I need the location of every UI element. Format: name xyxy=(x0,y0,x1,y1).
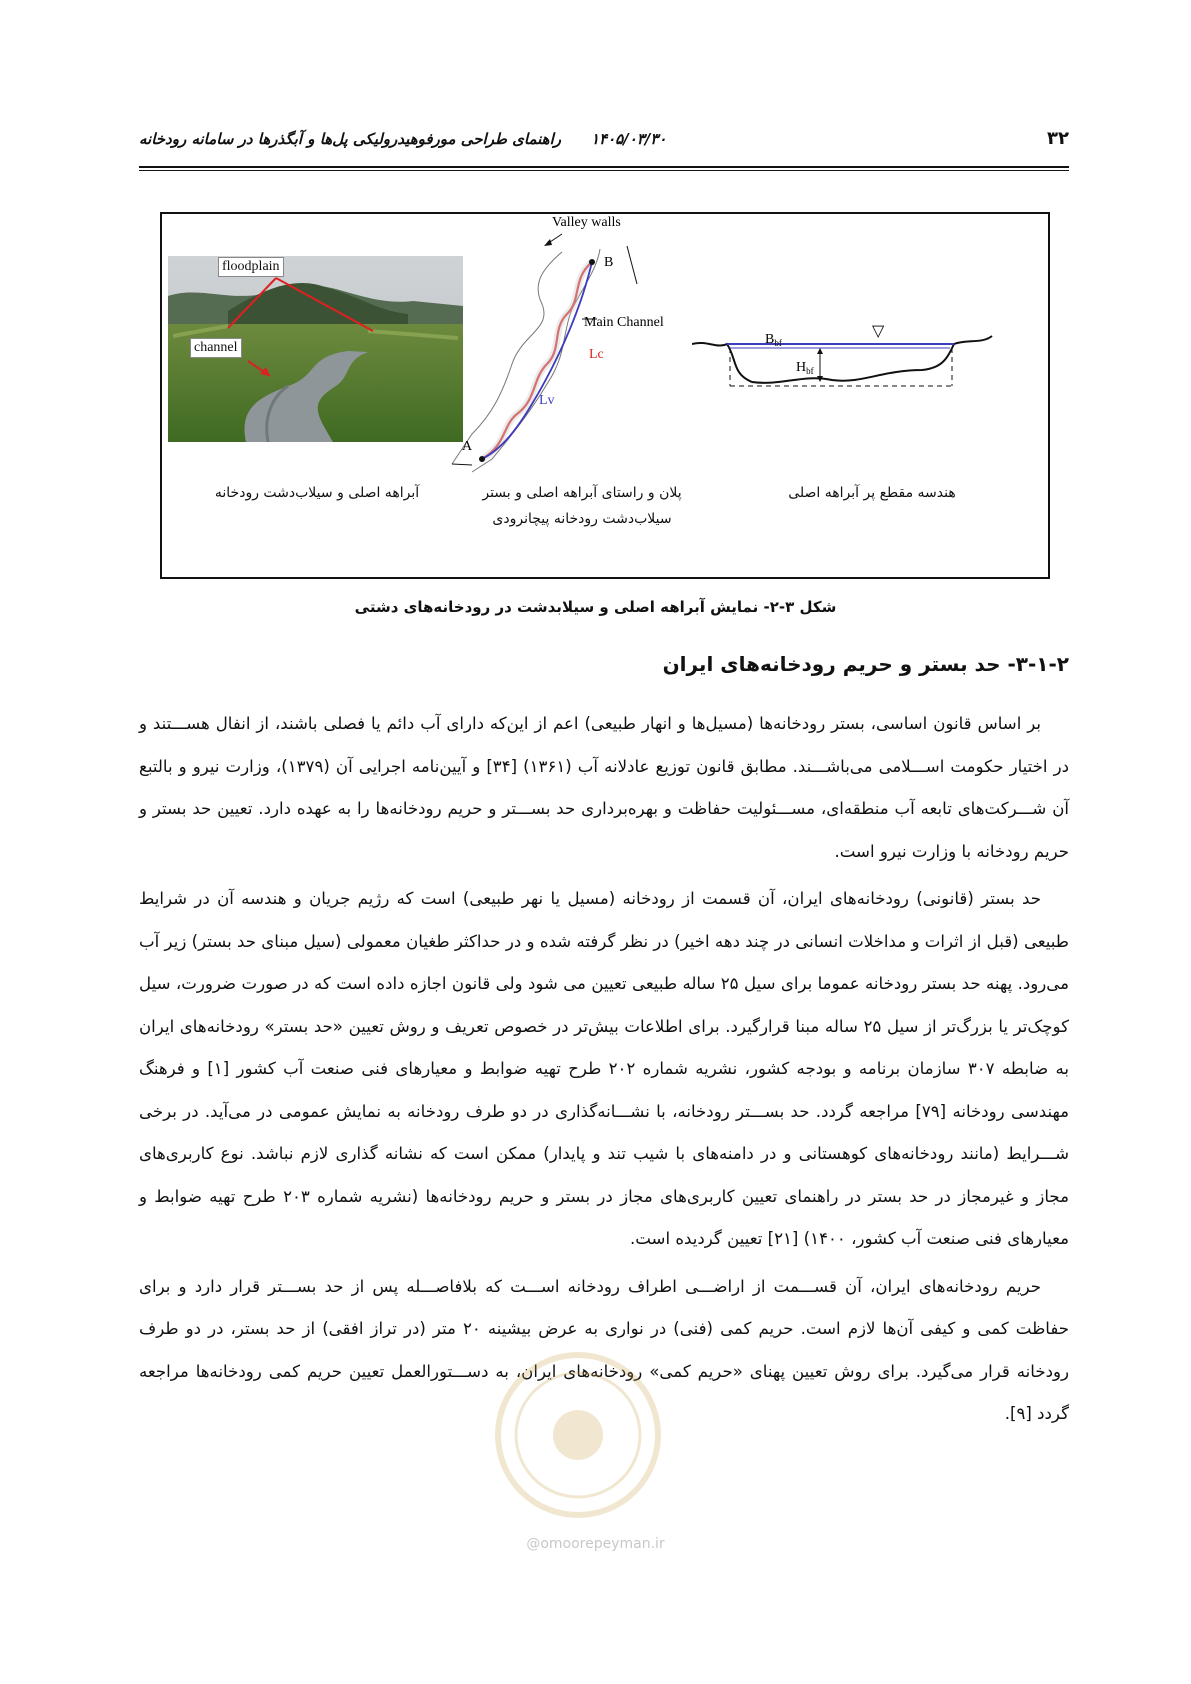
cross-section-diagram xyxy=(692,314,1042,404)
caption-photo: آبراهه اصلی و سیلاب‌دشت رودخانه xyxy=(214,485,420,501)
paragraph-1: بر اساس قانون اساسی، بستر رودخانه‌ها (مسیل‌ها و انهار طبیعی) اعم از این‌که دارای آب دائم یا فصلی باشند، از انفال هســـتند و در اختیار حکومت اســـلامی می‌باشـــند. مطابق قانون توزیع عادلانه آب (۱۳۶۱) [۳۴] و آیین‌نامه اجرایی آن (۱۳۷۹)، وزارت نیرو و بالتبع آن شـــرکت‌های تابعه آب منطقه‌ای، مســـئولیت حفاظت و بهره‌برداری حد بســـتر و حریم رودخانه‌ها را به عهده دارد. تعیین حد بستر و حریم رودخانه با وزارت نیرو است. xyxy=(139,714,1069,861)
header-date: ۱۴۰۵/۰۳/۳۰ xyxy=(591,130,667,148)
paragraph-3: حریم رودخانه‌های ایران، آن قســـمت از اراضـــی اطراف رودخانه اســـت که بلافاصـــله پس از حد بســـتر قرار دارد و برای حفاظت کمی و کیفی آن‌ها لازم است. حریم کمی (فنی) در نواری به عرض بیشینه ۲۰ متر (در تراز افقی) از حد بستر، در دو طرف رودخانه قرار می‌گیرد. برای روش تعیین پهنای «حریم کمی» رودخانه‌های ایران، به دســـتورالعمل تعیین حریم کمی رودخانه‌ها مراجعه گردد [۹]. xyxy=(139,1276,1069,1423)
lv-text: Lv xyxy=(539,393,555,408)
floodplain-label: floodplain xyxy=(218,257,284,277)
bbf-text: $B_{bf}$ xyxy=(765,332,782,348)
header-title: راهنمای طراحی مورفوهیدرولیکی پل‌ها و آبگذرها در سامانه رودخانه xyxy=(139,130,561,148)
caption-plan xyxy=(462,480,702,532)
watermark-seal xyxy=(488,1345,668,1525)
body-text xyxy=(139,703,1069,1441)
meander-plan-diagram xyxy=(432,214,692,484)
main-channel-text: Main Channel xyxy=(584,315,664,330)
section-title: ۳-۱-۲- حد بستر و حریم رودخانه‌های ایران xyxy=(662,652,1069,676)
caption-section: هندسه مقطع پر آبراهه اصلی xyxy=(788,485,956,501)
point-a: A xyxy=(462,439,473,454)
page-header xyxy=(139,128,1069,162)
hbf-text: $H_{bf}$ xyxy=(796,360,814,376)
channel-label: channel xyxy=(190,338,242,358)
caption-plan-line2: سیلاب‌دشت رودخانه پیچانرودی xyxy=(492,511,672,527)
header-rule xyxy=(139,166,1069,168)
figure-caption: شکل ۳-۲- نمایش آبراهه اصلی و سیلابدشت در رودخانه‌های دشتی xyxy=(354,598,837,616)
point-b: B xyxy=(604,255,614,270)
floodplain-photo xyxy=(168,256,463,442)
water-level-symbol: ▽ xyxy=(872,321,885,340)
header-rule-thin xyxy=(139,170,1069,171)
figure-box xyxy=(160,212,1050,579)
lc-text: Lc xyxy=(589,347,604,362)
running-title xyxy=(139,130,666,148)
caption-plan-line1: پلان و راستای آبراهه اصلی و بستر xyxy=(482,485,682,501)
page-number: ۳۲ xyxy=(1047,128,1069,149)
watermark-text: @omoorepeyman.ir xyxy=(526,1536,665,1552)
valley-walls-text: Valley walls xyxy=(552,215,621,230)
paragraph-2: حد بستر (قانونی) رودخانه‌های ایران، آن قسمت از رودخانه (مسیل یا نهر طبیعی) است که رژیم جریان و هندسه آن در شرایط طبیعی (قبل از اثرات و مداخلات انسانی در چند دهه اخیر) در نظر گرفته شده و در حداکثر طغیان معمولی (سیل مبنای حد بستر) زیر آب می‌رود. پهنه حد بستر رودخانه عموما برای سیل ۲۵ ساله طبیعی تعیین می شود ولی قانون اجازه داده است که در صورت ضرورت، سیل کوچک‌تر یا بزرگ‌تر از سیل ۲۵ ساله مبنا قرارگیرد. برای اطلاعات بیش‌تر در خصوص تعریف و روش تعیین «حد بستر» رودخانه‌های ایران به ضابطه ۳۰۷ سازمان برنامه و بودجه کشور، نشریه شماره ۲۰۲ طرح تهیه ضوابط و معیارهای فنی صنعت آب کشور [۱] و فرهنگ مهندسی رودخانه [۷۹] مراجعه گردد. حد بســـتر رودخانه، با نشـــانه‌گذاری در دو طرف رودخانه به نمایش عمومی در می‌آید. در برخی شـــرایط (مانند رودخانه‌های کوهستانی و در دامنه‌های با شیب تند و پایدار) ممکن است که نشانه گذاری لازم نباشد. نوع کاربری‌های مجاز و غیرمجاز در حد بستر در راهنمای تعیین کاربری‌های مجاز در بستر و حریم رودخانه‌ها (نشریه شماره ۲۰۳ طرح تهیه ضوابط و معیارهای فنی صنعت آب کشور، ۱۴۰۰) [۲۱] تعیین گردیده است. xyxy=(139,889,1070,1248)
